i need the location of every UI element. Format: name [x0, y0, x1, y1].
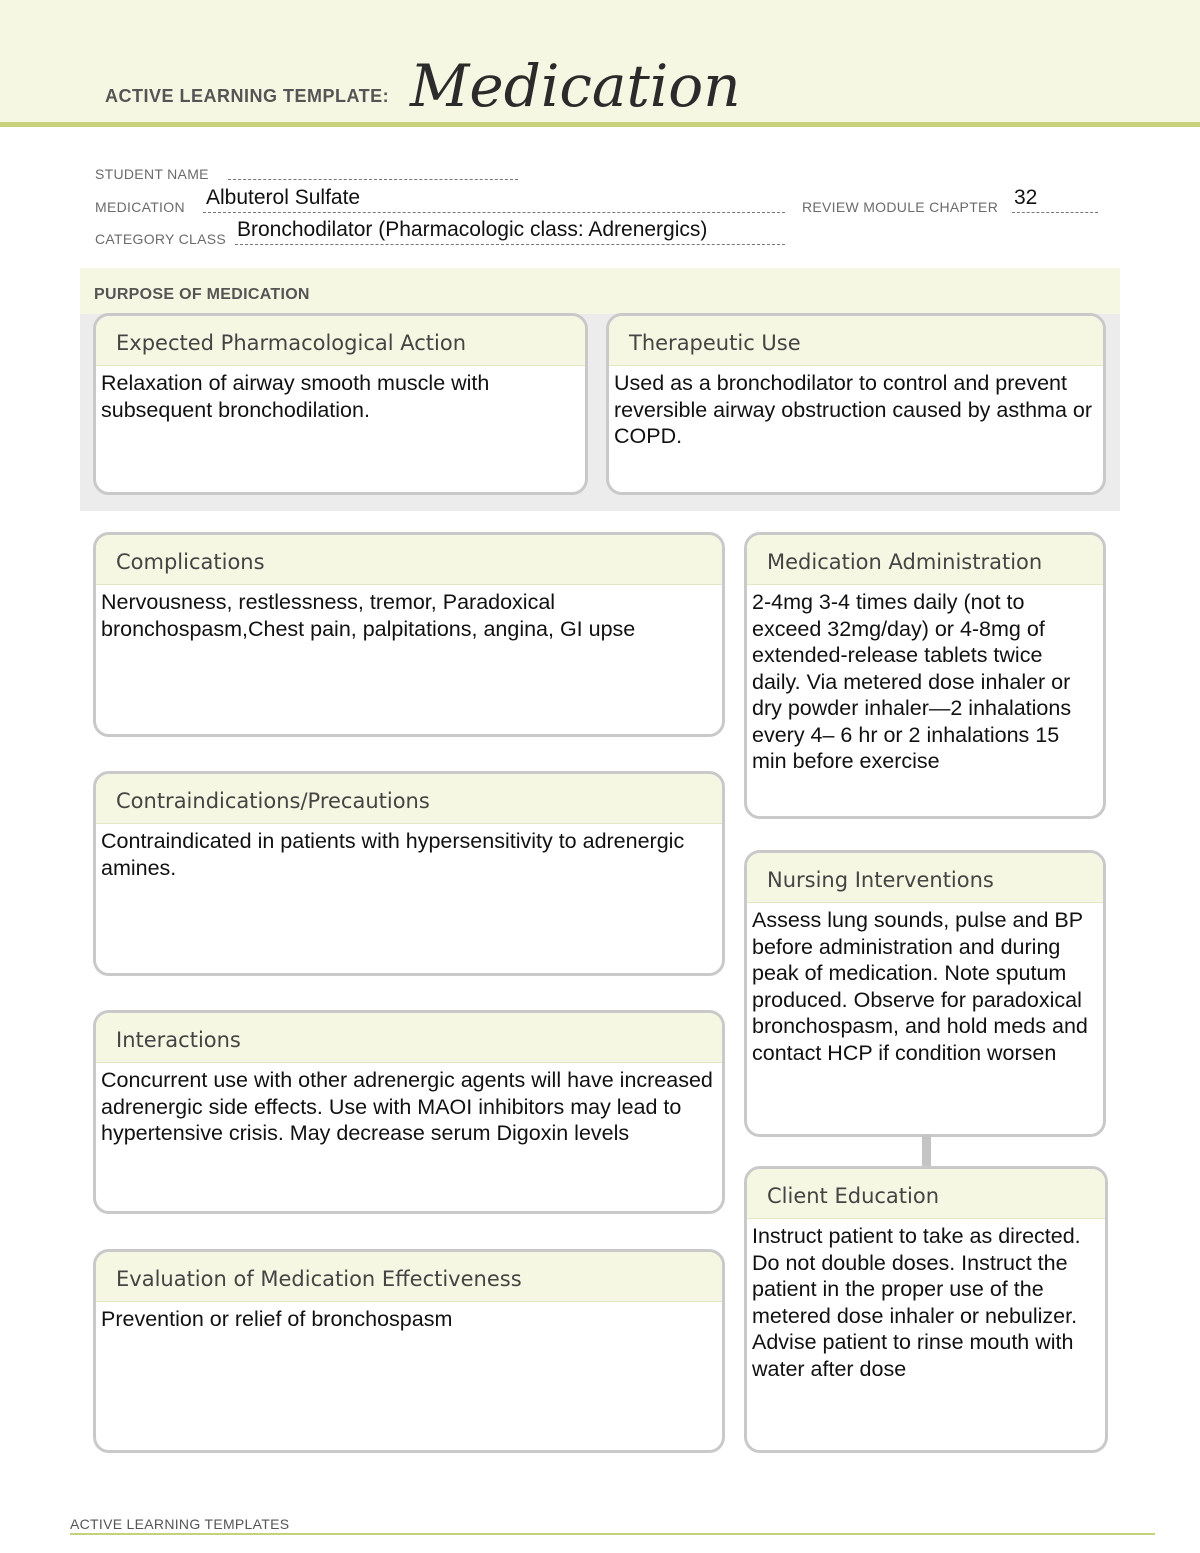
medication-line [203, 212, 785, 213]
nursing-interventions-title: Nursing Interventions [747, 853, 1103, 903]
contraindications-text[interactable]: Contraindicated in patients with hypersensitivity to adrenergic amines. [101, 829, 685, 880]
expected-action-title: Expected Pharmacological Action [96, 316, 585, 366]
therapeutic-use-text[interactable]: Used as a bronchodilator to control and prevent reversible airway obstruction caused by asthma or COPD. [614, 371, 1092, 448]
review-module-label: REVIEW MODULE CHAPTER [802, 199, 999, 215]
client-education-title: Client Education [747, 1169, 1105, 1219]
interactions-box [93, 1010, 725, 1214]
student-name-line [228, 179, 518, 180]
template-label: ACTIVE LEARNING TEMPLATE: [105, 86, 390, 106]
nursing-interventions-text[interactable]: Assess lung sounds, pulse and BP before administration and during peak of medication. Note sputum produced. Observe for paradoxical bronchospasm, and hold meds and contact HCP if condition worsen [752, 908, 1088, 1065]
evaluation-title: Evaluation of Medication Effectiveness [96, 1252, 722, 1302]
administration-title: Medication Administration [747, 535, 1103, 585]
administration-box [744, 532, 1106, 819]
category-class-field[interactable]: Bronchodilator (Pharmacologic class: Adrenergics) [237, 218, 708, 241]
contraindications-title: Contraindications/Precautions [96, 774, 722, 824]
medication-field[interactable]: Albuterol Sulfate [206, 186, 361, 209]
contraindications-box [93, 771, 725, 976]
complications-text[interactable]: Nervousness, restlessness, tremor, Paradoxical bronchospasm,Chest pain, palpitations, angina, GI upse [101, 590, 636, 641]
review-module-field[interactable]: 32 [1014, 186, 1038, 209]
category-class-label: CATEGORY CLASS [95, 231, 227, 247]
therapeutic-use-box [606, 313, 1106, 495]
expected-action-box [93, 313, 588, 495]
box-connector [922, 1135, 931, 1167]
administration-text[interactable]: 2-4mg 3-4 times daily (not to exceed 32mg/day) or 4-8mg of extended-release tablets twice daily. Via metered dose inhaler or dry powder inhaler—2 inhalations every 4– 6 hr or 2 inhalations 15 min before exercise [752, 590, 1072, 773]
purpose-label: PURPOSE OF MEDICATION [94, 286, 310, 303]
interactions-title: Interactions [96, 1013, 722, 1063]
nursing-interventions-box [744, 850, 1106, 1137]
footer-label: ACTIVE LEARNING TEMPLATES [70, 1516, 290, 1532]
expected-action-text[interactable]: Relaxation of airway smooth muscle with subsequent bronchodilation. [101, 371, 490, 422]
interactions-text[interactable]: Concurrent use with other adrenergic agents will have increased adrenergic side effects. Use with MAOI inhibitors may lead to hypertensive crisis. May decrease serum Digoxin levels [101, 1068, 713, 1145]
student-name-label: STUDENT NAME [95, 166, 209, 182]
page-title: Medication [410, 52, 741, 120]
evaluation-text[interactable]: Prevention or relief of bronchospasm [101, 1307, 453, 1331]
complications-title: Complications [96, 535, 722, 585]
evaluation-box [93, 1249, 725, 1453]
category-class-line [235, 244, 785, 245]
footer-rule [70, 1533, 1155, 1535]
header-rule [0, 122, 1200, 127]
review-module-line [1012, 212, 1098, 213]
therapeutic-use-title: Therapeutic Use [609, 316, 1103, 366]
client-education-text[interactable]: Instruct patient to take as directed. Do not double doses. Instruct the patient in the proper use of the metered dose inhaler or nebulizer. Advise patient to rinse mouth with water after dose [752, 1224, 1081, 1381]
medication-label: MEDICATION [95, 199, 185, 215]
client-education-box [744, 1166, 1108, 1453]
complications-box [93, 532, 725, 737]
